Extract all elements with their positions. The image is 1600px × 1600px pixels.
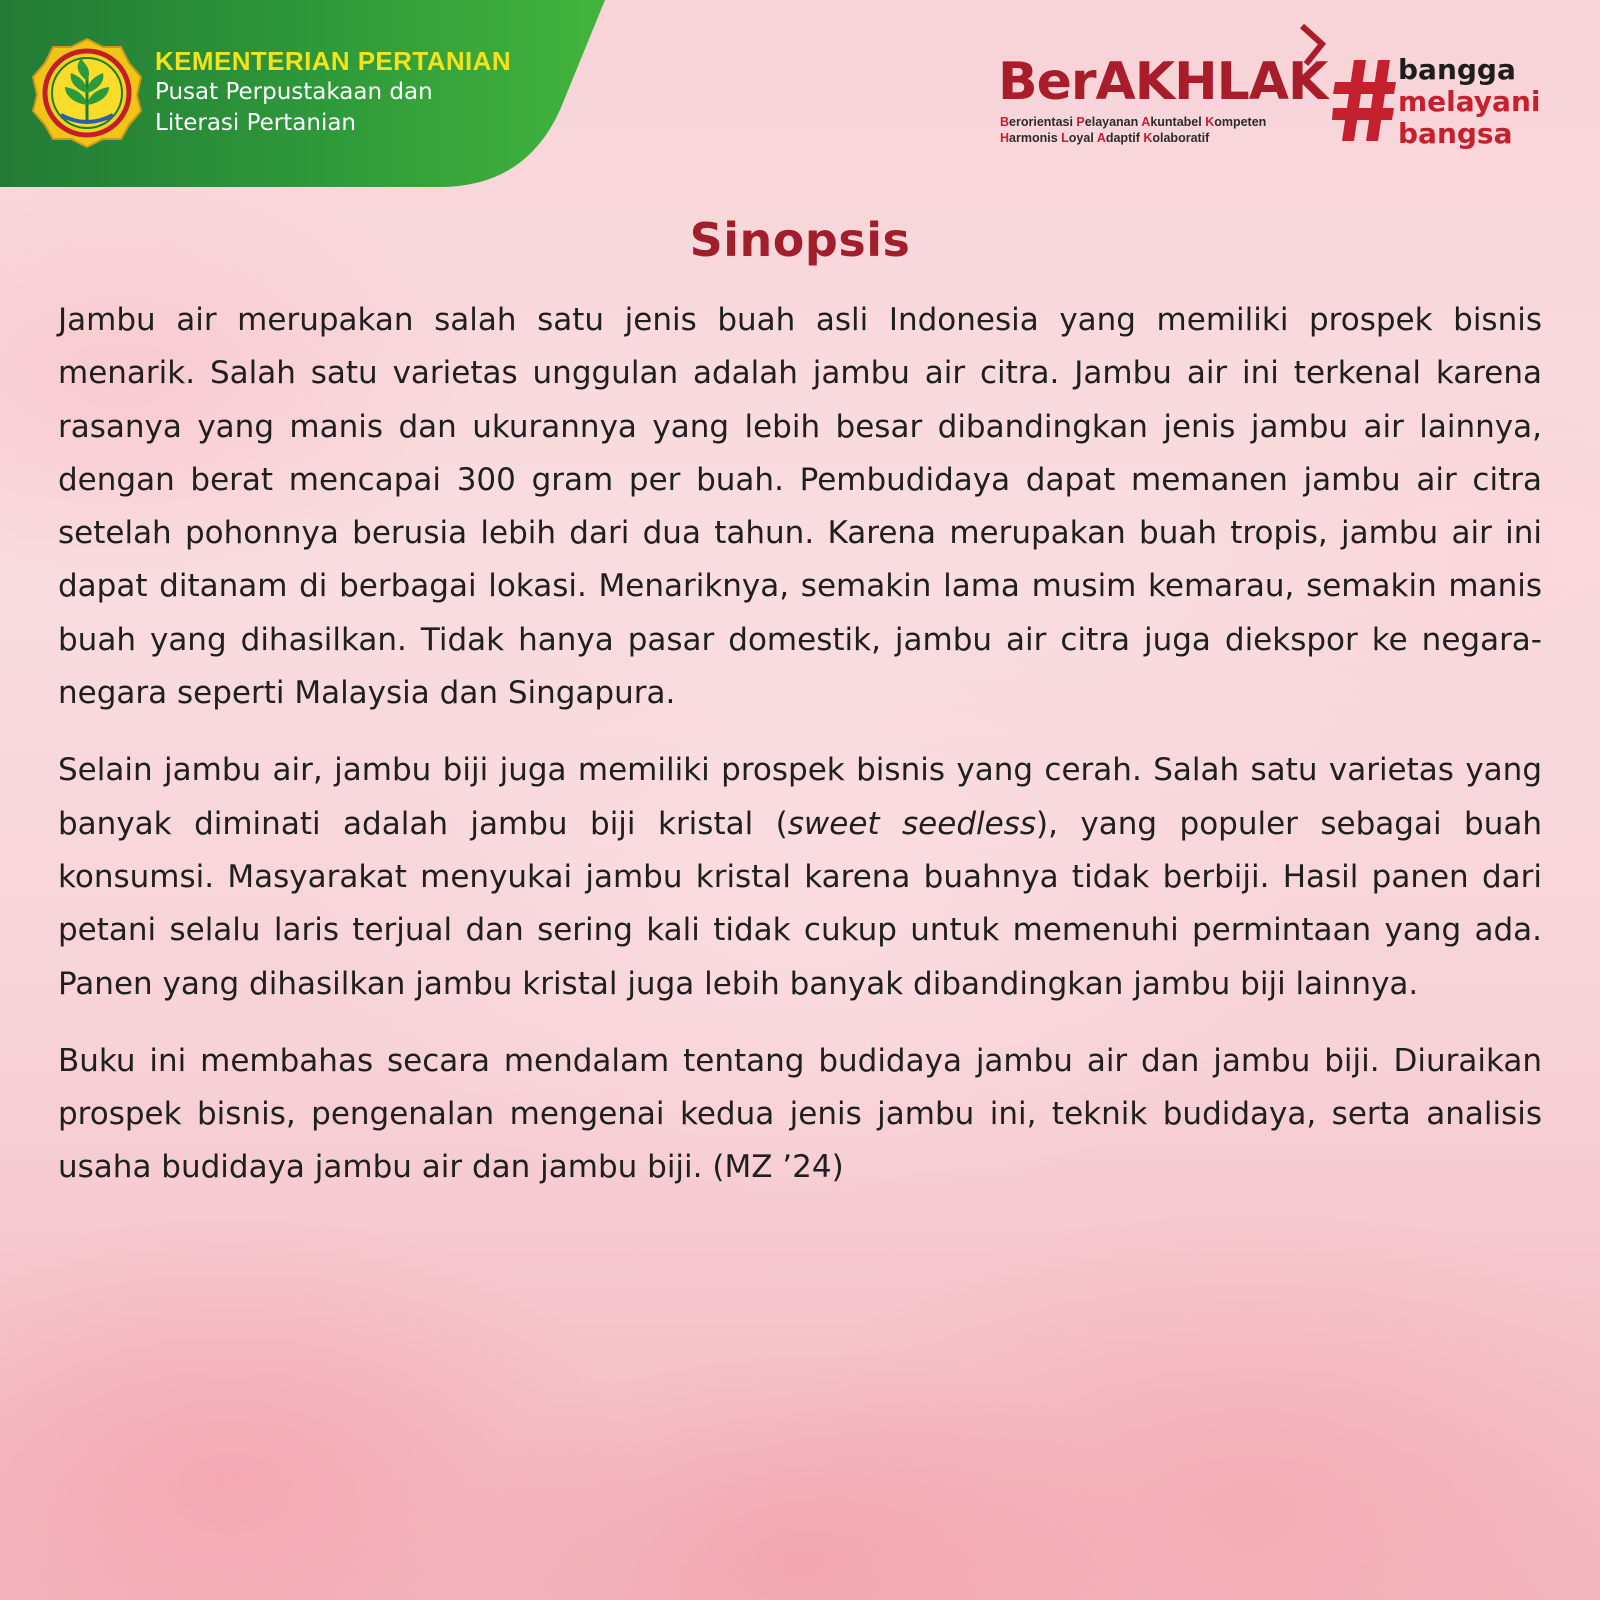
- paragraph-2-text-start: Selain jambu air, jambu biji juga memiliki prospek bisnis yang cerah. Salah satu varietas yang banyak diminati adalah jambu biji kristal (: [58, 752, 1542, 842]
- chevron-right-icon: [1298, 22, 1328, 72]
- slogan-line-2: melayani: [1398, 85, 1541, 118]
- tagline-word: elayanan: [1084, 115, 1142, 129]
- ministry-name: KEMENTERIAN PERTANIAN: [155, 46, 512, 76]
- tagline-word: ompeten: [1214, 115, 1267, 129]
- synopsis-paragraph-2: [58, 744, 1542, 1010]
- slogan-line-1: bangga: [1398, 53, 1516, 86]
- tagline-initial: K: [1205, 115, 1215, 129]
- tagline-initial: P: [1076, 115, 1085, 129]
- tagline-word: oyal: [1068, 131, 1097, 145]
- unit-name-line-2: Literasi Pertanian: [155, 110, 357, 136]
- berakhlak-tagline: [1000, 114, 1266, 146]
- synopsis-body: [58, 294, 1542, 1219]
- kementerian-pertanian-seal-icon: [31, 37, 143, 149]
- berakhlak-tagline-line-1: [1000, 114, 1266, 130]
- synopsis-paragraph-1: Jambu air merupakan salah satu jenis buah asli Indonesia yang memiliki prospek bisnis menarik. Salah satu varietas unggulan adalah jambu air citra. Jambu air ini terkenal karena rasanya yang manis dan ukurannya yang lebih besar dibandingkan jenis jambu air lainnya, dengan berat mencapai 300 gram per buah. Pembudidaya dapat memanen jambu air citra setelah pohonnya berusia lebih dari dua tahun. Karena merupakan buah tropis, jambu air ini dapat ditanam di berbagai lokasi. Menariknya, semakin lama musim kemarau, semakin manis buah yang dihasilkan. Tidak hanya pasar domestik, jambu air citra juga diekspor ke negara-negara seperti Malaysia dan Singapura.: [58, 302, 1542, 712]
- tagline-initial: A: [1141, 115, 1151, 129]
- paragraph-2-italic-term: sweet seedless: [787, 805, 1036, 842]
- berakhlak-logo: [998, 22, 1328, 152]
- tagline-word: daptif: [1105, 131, 1144, 145]
- ministry-identity: [155, 46, 511, 139]
- tagline-initial: H: [1000, 131, 1010, 145]
- slogan: [1398, 54, 1540, 150]
- berakhlak-tagline-line-2: [1000, 130, 1266, 146]
- tagline-initial: A: [1096, 131, 1106, 145]
- hashtag-icon: [1332, 58, 1397, 143]
- paragraph-2-text-end: ), yang populer sebagai buah konsumsi. Masyarakat menyukai jambu kristal karena buahnya tidak berbiji. Hasil panen dari petani selalu laris terjual dan sering kali tidak cukup untuk memenuhi permintaan yang ada. Panen yang dihasilkan jambu kristal juga lebih banyak dibandingkan jambu biji lainnya.: [58, 805, 1542, 1002]
- unit-name-line-1: Pusat Perpustakaan dan: [155, 79, 433, 105]
- tagline-word: erorientasi: [1009, 115, 1077, 129]
- tagline-word: armonis: [1009, 131, 1062, 145]
- tagline-word: olaboratif: [1152, 131, 1210, 145]
- slogan-line-3: bangsa: [1398, 117, 1513, 150]
- tagline-initial: L: [1061, 131, 1069, 145]
- berakhlak-title: BerAKHLAK: [998, 52, 1328, 112]
- tagline-word: kuntabel: [1150, 115, 1206, 129]
- tagline-initial: B: [1000, 115, 1010, 129]
- tagline-initial: K: [1143, 131, 1153, 145]
- page-title: Sinopsis: [689, 213, 911, 267]
- synopsis-paragraph-3: Buku ini membahas secara mendalam tentang budidaya jambu air dan jambu biji. Diuraikan prospek bisnis, pengenalan mengenai kedua jenis jambu ini, teknik budidaya, serta analisis usaha budidaya jambu air dan jambu biji. (MZ ’24): [58, 1042, 1542, 1186]
